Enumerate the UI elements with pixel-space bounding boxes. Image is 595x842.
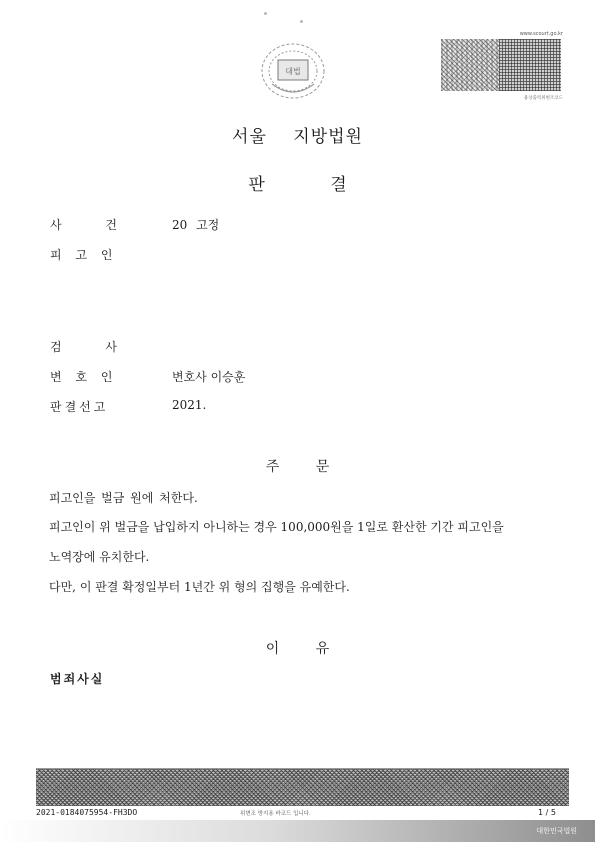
order-line: 피고인이 위 벌금을 납입하지 아니하는 경우 100,000원을 1일로 환산한 기간 피고인을 xyxy=(49,520,504,534)
document-number: 2021-0184075954-FH3DO xyxy=(36,808,138,817)
sentence-date-label: 판결선고 xyxy=(50,400,109,414)
footer-band xyxy=(0,820,595,842)
order-heading: 주 문 xyxy=(265,459,330,475)
order-line: 노역장에 유치한다. xyxy=(49,550,150,564)
court-name: 서울 지방법원 xyxy=(232,127,363,147)
order-line: 다만, 이 판결 확정일부터 1년간 위 형의 집행을 유예한다. xyxy=(49,580,350,594)
svg-text:대법: 대법 xyxy=(285,67,301,76)
qr-caption: 용상출력위변조코드 xyxy=(523,96,563,101)
order-line: 피고인을 벌금 원에 처한다. xyxy=(49,491,198,505)
defendant-label: 피 고 인 xyxy=(50,248,113,262)
crime-facts-heading: 범죄사실 xyxy=(50,672,105,686)
case-number: 20 고정 xyxy=(172,218,220,232)
anti-forgery-barcode xyxy=(36,768,569,806)
court-seal-emblem xyxy=(258,40,328,102)
page-number: 1 / 5 xyxy=(538,808,556,817)
sentence-date: 2021. xyxy=(172,398,207,412)
scan-speck xyxy=(264,12,267,15)
reasons-heading: 이 유 xyxy=(265,641,330,657)
scan-speck xyxy=(300,20,303,23)
case-label: 사 건 xyxy=(50,218,117,232)
issuer-name: 대한민국법원 xyxy=(536,827,577,835)
counsel-name: 변호사 이승훈 xyxy=(172,370,246,384)
qr-url: www.scourt.go.kr xyxy=(519,31,563,37)
prosecutor-label: 검 사 xyxy=(50,340,117,354)
counsel-label: 변 호 인 xyxy=(50,370,113,384)
barcode-notice: 위변조 방지용 바코드 입니다. xyxy=(240,811,311,817)
document-title: 판 결 xyxy=(248,175,347,195)
qr-code-icon xyxy=(499,39,561,91)
verification-code-box xyxy=(433,33,567,100)
